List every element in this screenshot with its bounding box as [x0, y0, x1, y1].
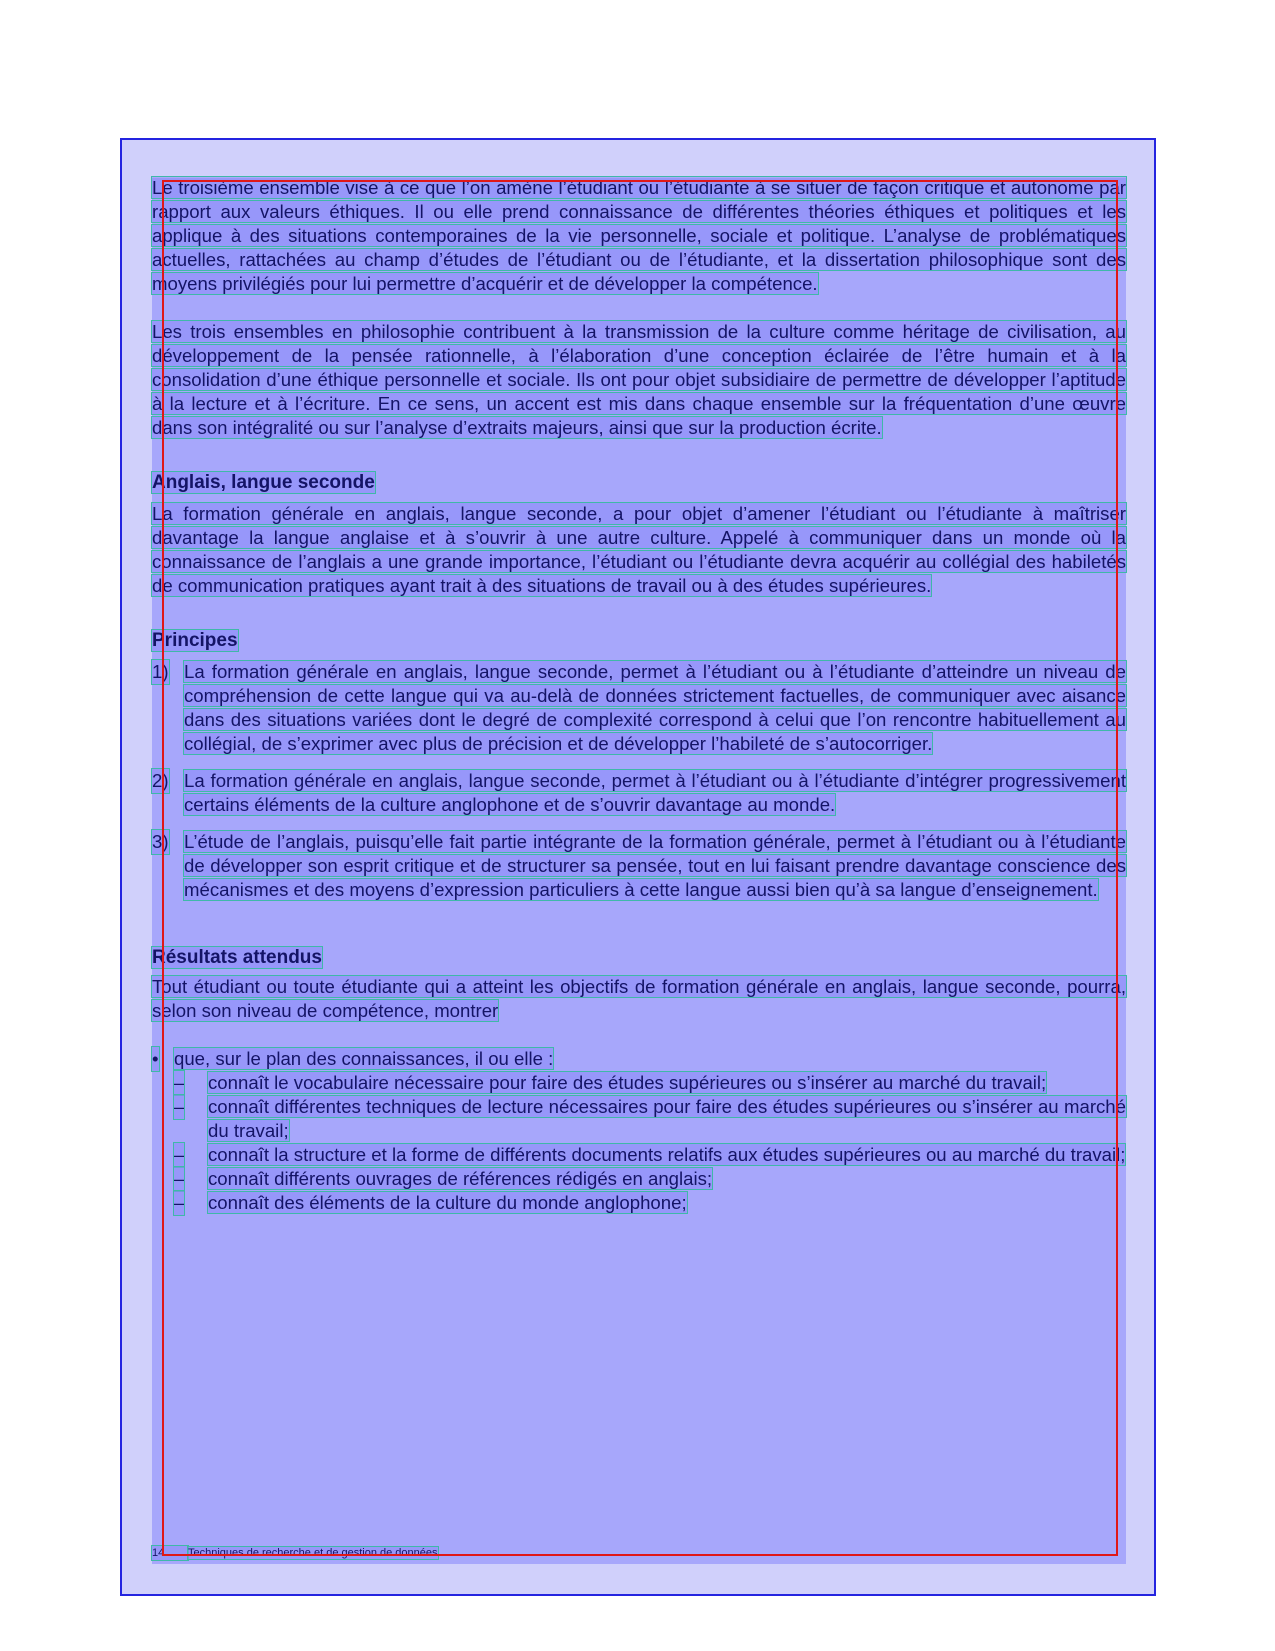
list-item: – connaît des éléments de la culture du monde anglophone;	[174, 1192, 687, 1213]
list-item: 3) L’étude de l’anglais, puisqu’elle fait partie intégrante de la formation générale, permet à l’étudiant ou à l’étudiante de développer son esprit critique et de structurer sa pensée, tout en lui faisant prendre davantage conscience des mécanismes et des moyens d’expression particuliers à cette langue aussi bien qu’à sa langue d’enseignement.	[152, 831, 1126, 900]
list-item: – connaît différents ouvrages de références rédigés en anglais;	[174, 1168, 713, 1189]
list-item: – connaît le vocabulaire nécessaire pour faire des études supérieures ou s’insérer au marché du travail;	[174, 1072, 1047, 1093]
document-body	[152, 176, 1126, 1215]
page-footer	[152, 1546, 438, 1560]
heading-resultats: Résultats attendus	[152, 947, 322, 968]
heading-principes: Principes	[152, 630, 238, 651]
principles-list	[152, 660, 1126, 902]
paragraph-third-ensemble: Le troisième ensemble vise à ce que l’on amène l’étudiant ou l’étudiante à se situer de façon critique et autonome par rapport aux valeurs éthiques. Il ou elle prend connaissance de différentes théories éthiques et politiques et les applique à des situations contemporaines de la vie personnelle, sociale et politique. L’analyse de problématiques actuelles, rattachées au champ d’études de l’étudiant ou de l’étudiante, et la dissertation philosophique sont des moyens privilégiés pour lui permettre d’acquérir et de développer la compétence.	[152, 177, 1126, 294]
paragraph-three-ensembles: Les trois ensembles en philosophie contribuent à la transmission de la culture comme héritage de civilisation, au développement de la pensée rationnelle, à l’élaboration d’une conception éclairée de l’être humain et à la consolidation d’une éthique personnelle et sociale. Ils ont pour objet subsidiaire de permettre de développer l’aptitude à la lecture et à l’écriture. En ce sens, un accent est mis dans chaque ensemble sur la fréquentation d’une œuvre dans son intégralité ou sur l’analyse d’extraits majeurs, ainsi que sur la production écrite.	[152, 321, 1126, 438]
list-item: – connaît la structure et la forme de différents documents relatifs aux études supérieures ou au marché du travail;	[174, 1144, 1126, 1165]
running-title: Techniques de recherche et de gestion de données	[188, 1547, 438, 1559]
list-item: 1) La formation générale en anglais, langue seconde, permet à l’étudiant ou à l’étudiante d’atteindre un niveau de compréhension de cette langue qui va au-delà de données strictement factuelles, de communiquer avec aisance dans des situations variées dont le degré de complexité correspond à celui que l’on rencontre habituellement au collégial, de s’exprimer avec plus de précision et de développer l’habileté de s’autocorriger.	[152, 661, 1126, 754]
list-item: 2) La formation générale en anglais, langue seconde, permet à l’étudiant ou à l’étudiante d’intégrer progressivement certains éléments de la culture anglophone et de s’ouvrir davantage au monde.	[152, 770, 1126, 815]
paragraph-anglais-intro: La formation générale en anglais, langue seconde, a pour objet d’amener l’étudiant ou l’étudiante à maîtriser davantage la langue anglaise et à s’ouvrir à une autre culture. Appelé à communiquer dans un monde où la connaissance de l’anglais a une grande importance, l’étudiant ou l’étudiante devra acquérir au collégial des habiletés de communication pratiques ayant trait à des situations de travail ou à des études supérieures.	[152, 503, 1126, 596]
list-item: – connaît différentes techniques de lecture nécessaires pour faire des études supérieures ou s’insérer au marché du travail;	[174, 1096, 1126, 1141]
paragraph-resultats-intro: Tout étudiant ou toute étudiante qui a atteint les objectifs de formation générale en anglais, langue seconde, pourra, selon son niveau de compétence, montrer	[152, 976, 1126, 1021]
knowledge-list	[152, 1071, 1126, 1215]
bullet-item: • que, sur le plan des connaissances, il ou elle :	[152, 1048, 554, 1069]
heading-anglais: Anglais, langue seconde	[152, 472, 375, 493]
page-number: 14	[152, 1546, 188, 1560]
